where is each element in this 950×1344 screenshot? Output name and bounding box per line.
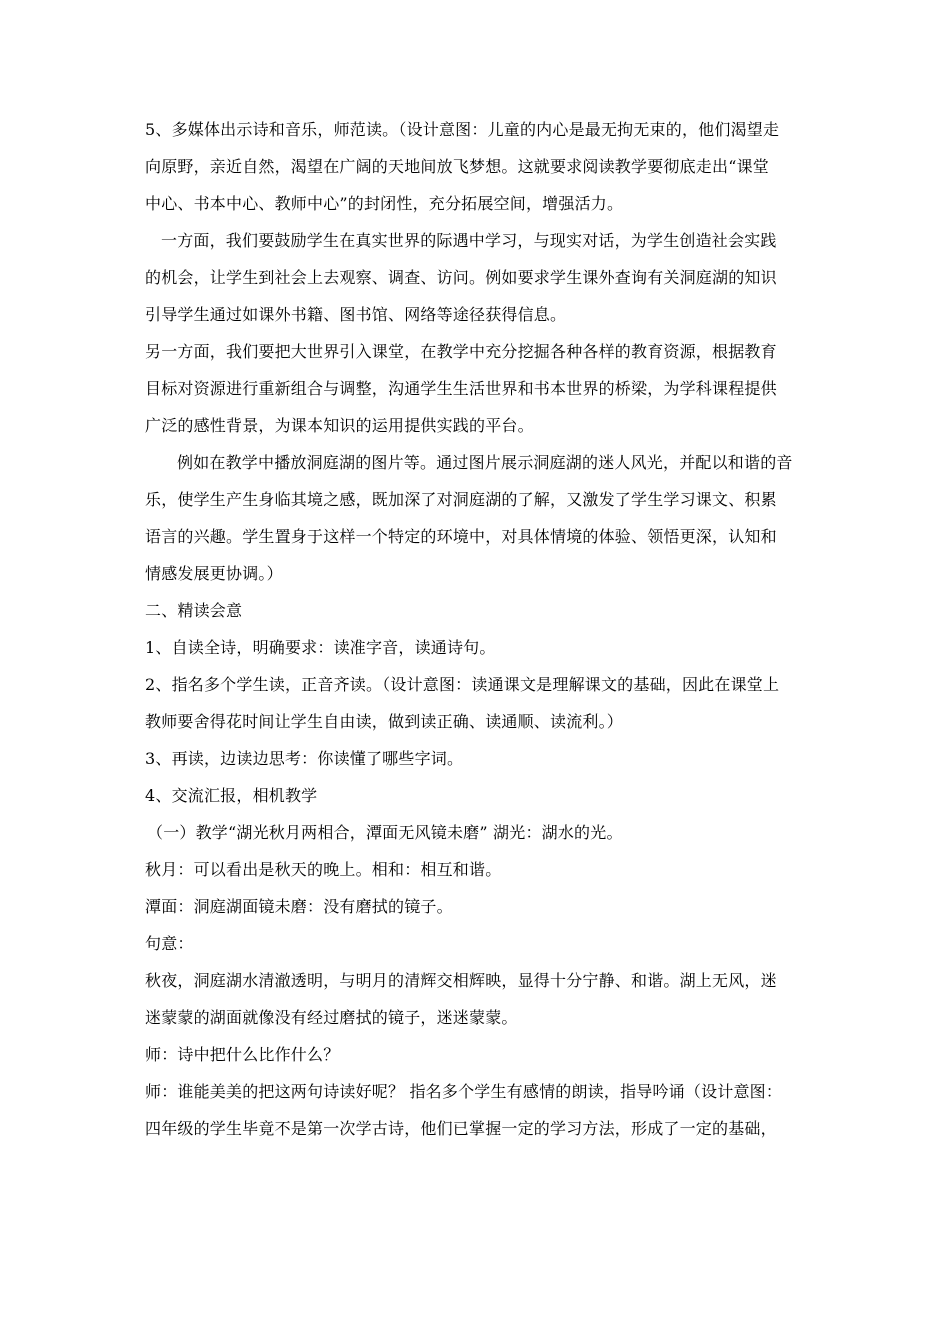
paragraph-line: 例如在教学中播放洞庭湖的图片等。通过图片展示洞庭湖的迷人风光，并配以和谐的音 bbox=[177, 453, 793, 472]
paragraph-line: 乐，使学生产生身临其境之感，既加深了对洞庭湖的了解，又激发了学生学习课文、积累 bbox=[145, 490, 777, 509]
paragraph-line: 秋月：可以看出是秋天的晚上。相和：相互和谐。 bbox=[145, 860, 502, 879]
document-body bbox=[145, 120, 810, 1156]
paragraph-line: 师：诗中把什么比作什么？ bbox=[145, 1045, 340, 1064]
paragraph-line: 2、指名多个学生读，正音齐读。（设计意图：读通课文是理解课文的基础，因此在课堂上 bbox=[145, 675, 780, 694]
paragraph-line: 师：谁能美美的把这两句诗读好呢？ 指名多个学生有感情的朗读，指导吟诵（设计意图： bbox=[145, 1082, 783, 1101]
paragraph-line: 4、交流汇报，相机教学 bbox=[145, 786, 318, 805]
paragraph-line: 目标对资源进行重新组合与调整，沟通学生生活世界和书本世界的桥梁，为学科课程提供 bbox=[145, 379, 777, 398]
paragraph-line: 中心、书本中心、教师中心”的封闭性，充分拓展空间，增强活力。 bbox=[145, 194, 624, 213]
paragraph-line: 迷蒙蒙的湖面就像没有经过磨拭的镜子，迷迷蒙蒙。 bbox=[145, 1008, 518, 1027]
paragraph-line: 秋夜，洞庭湖水清澈透明，与明月的清辉交相辉映，显得十分宁静、和谐。湖上无风，迷 bbox=[145, 971, 777, 990]
paragraph-line: 四年级的学生毕竟不是第一次学古诗，他们已掌握一定的学习方法，形成了一定的基础， bbox=[145, 1119, 777, 1138]
paragraph-line: 引导学生通过如课外书籍、图书馆、网络等途径获得信息。 bbox=[145, 305, 567, 324]
paragraph-line: （一）教学“湖光秋月两相合，潭面无风镜未磨” 湖光：湖水的光。 bbox=[147, 823, 623, 842]
paragraph-line: 另一方面，我们要把大世界引入课堂，在教学中充分挖掘各种各样的教育资源，根据教育 bbox=[145, 342, 777, 361]
section-heading: 二、精读会意 bbox=[145, 601, 243, 620]
paragraph-line: 的机会，让学生到社会上去观察、调查、访问。例如要求学生课外查询有关洞庭湖的知识 bbox=[145, 268, 777, 287]
paragraph-line: 情感发展更协调。） bbox=[145, 564, 283, 583]
paragraph-line: 1、自读全诗，明确要求：读准字音，读通诗句。 bbox=[145, 638, 496, 657]
paragraph-line: 5、多媒体出示诗和音乐，师范读。（设计意图：儿童的内心是最无拘无束的，他们渴望走 bbox=[145, 120, 780, 139]
paragraph-line: 一方面，我们要鼓励学生在真实世界的际遇中学习，与现实对话，为学生创造社会实践 bbox=[161, 231, 777, 250]
paragraph-line: 广泛的感性背景，为课本知识的运用提供实践的平台。 bbox=[145, 416, 534, 435]
paragraph-line: 句意： bbox=[145, 934, 194, 953]
paragraph-line: 向原野，亲近自然，渴望在广阔的天地间放飞梦想。这就要求阅读教学要彻底走出“课堂 bbox=[145, 157, 769, 176]
paragraph-line: 语言的兴趣。学生置身于这样一个特定的环境中，对具体情境的体验、领悟更深，认知和 bbox=[145, 527, 777, 546]
paragraph-line: 教师要舍得花时间让学生自由读，做到读正确、读通顺、读流利。） bbox=[145, 712, 624, 731]
paragraph-line: 潭面：洞庭湖面镜未磨：没有磨拭的镜子。 bbox=[145, 897, 453, 916]
paragraph-line: 3、再读，边读边思考：你读懂了哪些字词。 bbox=[145, 749, 464, 768]
